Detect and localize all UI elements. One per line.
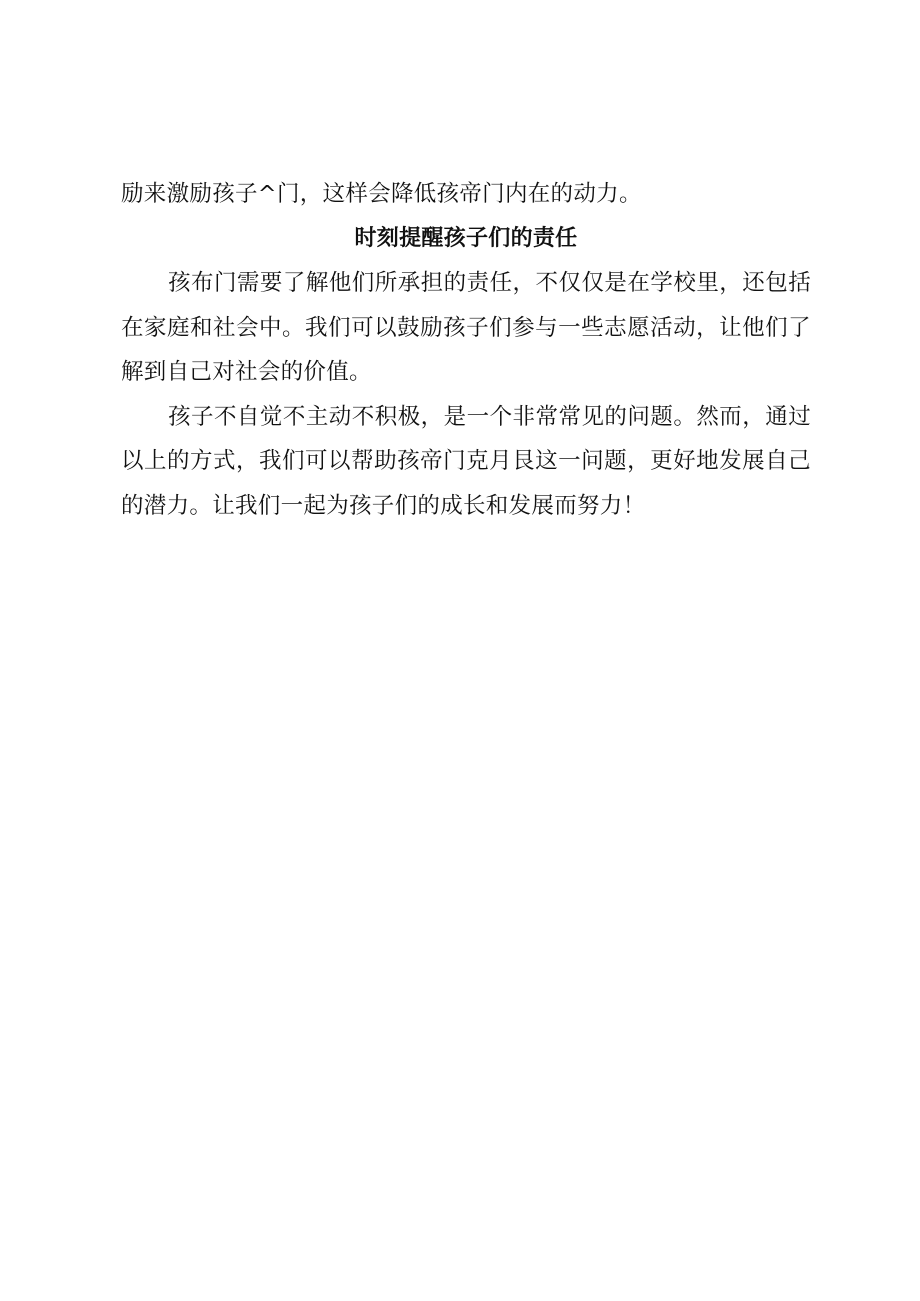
paragraph-conclusion: 孩子不自觉不主动不积极，是一个非常常见的问题。然而，通过以上的方式，我们可以帮助孩帝门克月艮这一问题，更好地发展自己的潜力。让我们一起为孩子们的成长和发展而努力！ bbox=[121, 403, 811, 519]
section-heading: 时刻提醒孩子们的责任 bbox=[354, 225, 578, 251]
continuation-paragraph: 励来激励孩子^门，这样会降低孩帝门内在的动力。 bbox=[121, 181, 642, 207]
document-page bbox=[121, 172, 811, 528]
paragraph-responsibility: 孩布门需要了解他们所承担的责任，不仅仅是在学校里，还包括在家庭和社会中。我们可以鼓励孩子们参与一些志愿活动，让他们了解到自己对社会的价值。 bbox=[121, 270, 811, 385]
